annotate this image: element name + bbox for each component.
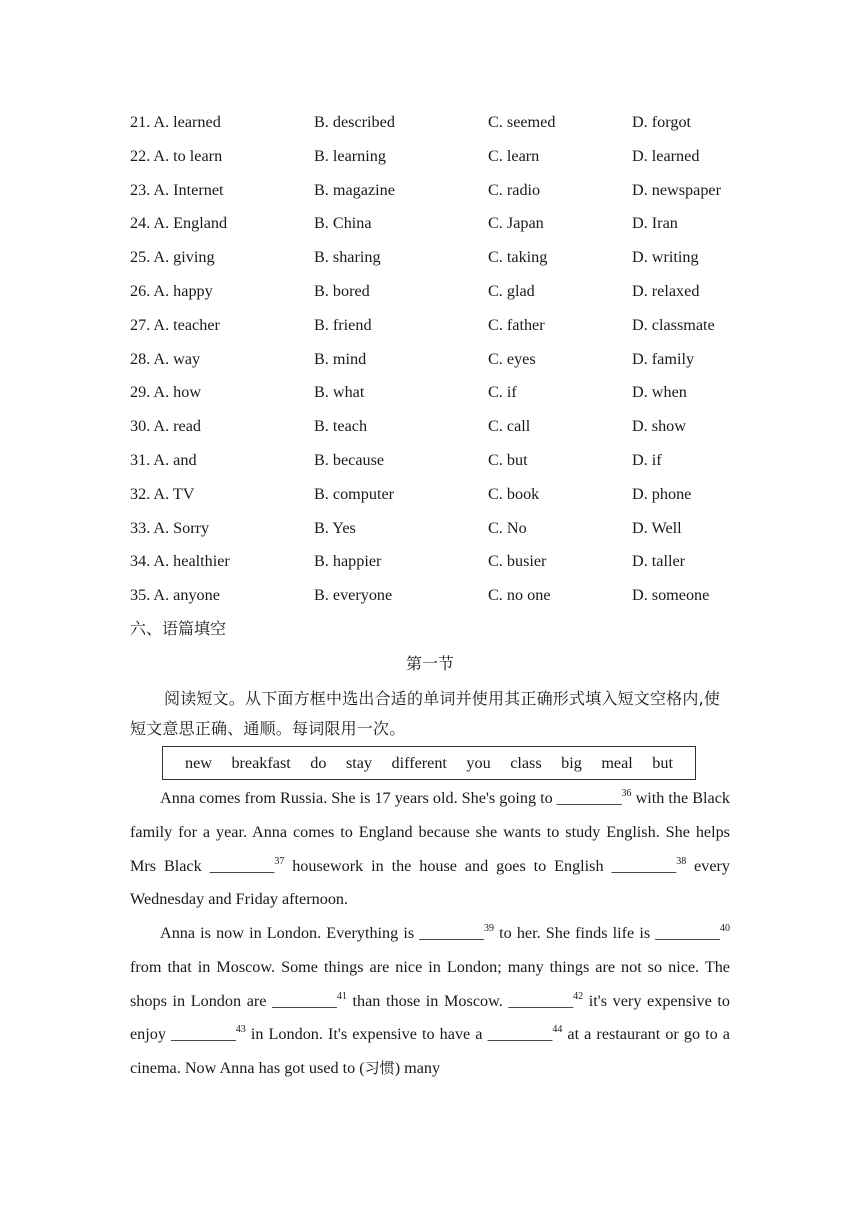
option-a: 30. A. read [130,417,202,436]
option-a: 32. A. TV [130,484,195,503]
word-box-word: big [561,753,582,772]
option-b: B. bored [314,281,370,300]
blank-number: 42 [573,990,584,1002]
option-b: B. friend [314,315,372,334]
option-b: B. because [314,450,385,469]
option-b: B. everyone [314,586,393,605]
blank-number: 43 [235,1024,246,1036]
blank-line: ________ [655,924,720,942]
passage-text: it's very expensive to enjoy [130,991,730,1044]
option-a: 28. A. way [130,349,201,368]
option-c: C. but [488,450,528,469]
option-c: C. if [488,383,517,402]
option-b: B. sharing [314,248,381,267]
blank-number: 39 [484,923,495,934]
option-a: 34. A. healthier [130,552,230,571]
blank-number: 40 [720,923,730,934]
passage-text: every Wednesday and Friday afternoon. [130,856,731,909]
option-a: 22. A. to learn [130,146,223,165]
blank-line: ________ [556,789,622,807]
option-a: 25. A. giving [130,248,215,267]
passage-text: from that in Moscow. Some things are nice in London; many things are not so nice. The shops in London are [130,957,730,1010]
option-c: C. father [488,315,545,334]
blank-line: ________ [209,856,275,875]
word-box-word: but [652,753,673,772]
option-c: C. no one [488,586,551,605]
passage-text: in London. It's expensive to have a [245,1025,488,1044]
word-box-word: class [510,753,542,772]
option-d: D. Well [632,518,682,537]
option-a: 35. A. anyone [130,586,220,605]
blank-number: 38 [676,855,687,867]
option-d: D. newspaper [632,180,721,199]
passage-text: housework in the house and goes to English [284,856,612,875]
option-b: B. what [314,383,365,402]
option-a: 33. A. Sorry [130,518,210,537]
option-b: B. computer [314,484,395,503]
blank-line: ________ [611,856,677,875]
option-a: 29. A. how [130,383,202,402]
option-a: 27. A. teacher [130,315,220,334]
blank-number: 44 [552,1024,563,1036]
option-b: B. described [314,113,395,131]
option-a: 21. A. learned [130,113,221,131]
chinese-gloss: 习惯 [364,1059,395,1078]
word-box-word: different [391,753,447,772]
option-d: D. someone [632,586,710,605]
word-box-word: new [185,753,212,772]
option-d: D. classmate [632,315,715,334]
option-c: C. eyes [488,349,536,368]
option-c: C. seemed [488,113,556,131]
option-d: D. show [632,417,686,436]
option-c: C. No [488,518,527,537]
blank-number: 36 [621,788,632,799]
option-c: C. taking [488,248,548,267]
option-b: B. magazine [314,180,395,199]
option-b: B. mind [314,349,367,368]
option-d: D. if [632,450,662,469]
blank-line: ________ [419,924,485,942]
passage-text: to her. She finds life is [494,924,656,942]
option-d: D. writing [632,248,699,267]
option-a: 24. A. England [130,214,228,233]
option-d: D. learned [632,146,700,165]
option-b: B. happier [314,552,382,571]
blank-number: 37 [274,855,285,867]
option-d: D. phone [632,484,692,503]
passage-text: with the Black family for a year. Anna comes to England because she wants to study English. She helps Mrs Black [130,789,731,875]
passage-paragraph-2 [130,917,730,1086]
passage-text: at a restaurant or go to a cinema. Now Anna has got used to ( [130,1025,730,1078]
word-box-word: breakfast [231,753,291,772]
option-b: B. teach [314,417,368,436]
option-c: C. learn [488,146,540,165]
option-a: 26. A. happy [130,281,213,300]
blank-number: 41 [336,990,347,1002]
passage-text: ) many [394,1059,441,1078]
option-d: D. forgot [632,113,692,131]
option-c: C. Japan [488,214,544,233]
option-d: D. family [632,349,695,368]
word-box-word: meal [601,753,633,772]
blank-line: ________ [272,991,337,1010]
option-d: D. when [632,383,687,402]
option-b: B. China [314,214,372,233]
sub-title: 第一节 [405,654,454,673]
instructions: 阅读短文。从下面方框中选出合适的单词并使用其正确形式填入短文空格内,使短文意思正确、通顺。每词限用一次。 [130,689,721,738]
option-c: C. glad [488,281,535,300]
option-b: B. learning [314,146,386,165]
option-a: 23. A. Internet [130,180,224,199]
section-title: 六、语篇填空 [130,619,227,638]
option-c: C. call [488,417,531,436]
passage-text: Anna is now in London. Everything is [160,924,420,942]
option-a: 31. A. and [130,450,197,469]
passage-paragraph-1 [130,782,730,917]
option-c: C. busier [488,552,547,571]
option-b: B. Yes [314,518,356,537]
blank-line: ________ [508,991,574,1010]
word-box-word: do [310,753,327,772]
option-c: C. radio [488,180,541,199]
option-d: D. relaxed [632,281,700,300]
option-d: D. taller [632,552,686,571]
word-box-word: you [466,753,491,772]
word-box-word: stay [345,753,373,772]
option-c: C. book [488,484,540,503]
blank-line: ________ [171,1025,236,1044]
word-box [162,746,696,780]
passage-text: than those in Moscow. [346,991,509,1010]
passage-text: Anna comes from Russia. She is 17 years old. She's going to [160,789,557,807]
option-d: D. Iran [632,214,678,233]
blank-line: ________ [487,1025,553,1044]
